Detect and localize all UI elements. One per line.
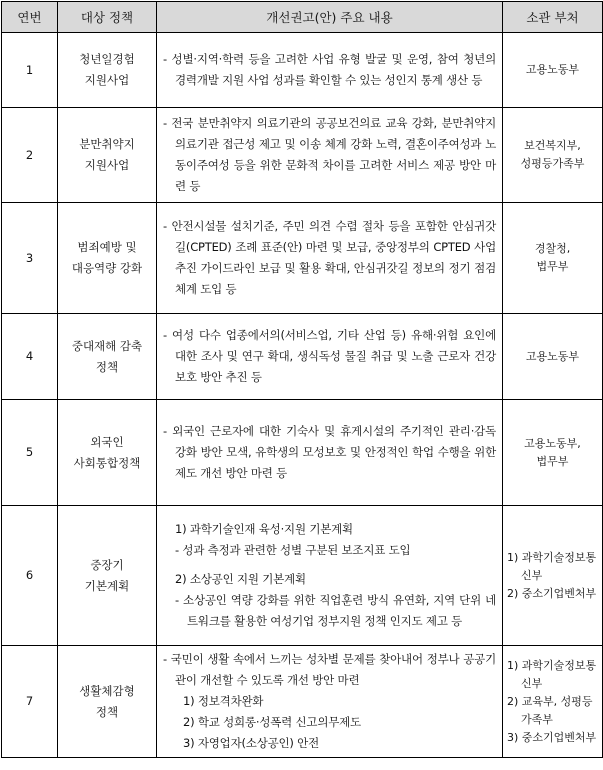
table-row xyxy=(2,108,603,203)
recommendation-content: - 안전시설물 설치기준, 주민 의견 수렴 절차 등을 포함한 안심귀갓길(CPTED) 조례 표준(안) 마련 및 보급, 중앙정부의 CPTED 사업 추진 가이드라인 보급 및 활용 확대, 안심귀갓길 정보의 정기 점검 체계 도입 등 xyxy=(157,203,503,314)
recommendation-content: - 여성 다수 업종에서의(서비스업, 기타 산업 등) 유해·위험 요인에 대한 조사 및 연구 확대, 생식독성 물질 취급 및 노출 근로자 건강 보호 방안 추진 등 xyxy=(157,314,503,400)
policy-name: 중대재해 감축 정책 xyxy=(58,314,157,400)
policy-name: 생활체감형 정책 xyxy=(58,646,157,758)
recommendation-content: - 외국인 근로자에 대한 기숙사 및 휴게시설의 주기적인 관리·감독 강화 방안 모색, 유학생의 모성보호 및 안정적인 학업 수행을 위한 제도 개선 방안 마련 등 xyxy=(157,400,503,506)
department: 경찰청, 법무부 xyxy=(503,203,603,314)
row-number: 2 xyxy=(2,108,58,203)
policy-name: 중장기 기본계획 xyxy=(58,506,157,646)
header-no: 연번 xyxy=(2,2,58,33)
table-row xyxy=(2,646,603,758)
policy-name: 외국인 사회통합정책 xyxy=(58,400,157,506)
department: 고용노동부 xyxy=(503,33,603,108)
row-number: 4 xyxy=(2,314,58,400)
department: 1) 과학기술정보통신부 2) 교육부, 성평등가족부 3) 중소기업벤처부 xyxy=(503,646,603,758)
row-number: 1 xyxy=(2,33,58,108)
header-row xyxy=(2,2,603,33)
row-number: 3 xyxy=(2,203,58,314)
header-dept: 소관 부처 xyxy=(503,2,603,33)
department: 1) 과학기술정보통신부 2) 중소기업벤처부 xyxy=(503,506,603,646)
table-row xyxy=(2,33,603,108)
recommendation-content: - 국민이 생활 속에서 느끼는 성차별 문제를 찾아내어 정부나 공공기관이 개선할 수 있도록 개선 방안 마련 1) 정보격차완화 2) 학교 성희롱·성폭력 신고의무제도 3) 자영업자(소상공인) 안전 xyxy=(157,646,503,758)
header-policy: 대상 정책 xyxy=(58,2,157,33)
table-row xyxy=(2,203,603,314)
department: 고용노동부, 법무부 xyxy=(503,400,603,506)
recommendation-content: - 전국 분만취약지 의료기관의 공공보건의료 교육 강화, 분만취약지 의료기관 접근성 제고 및 이송 체계 강화 노력, 결혼이주여성과 노동이주여성 등을 위한 문화적 차이를 고려한 서비스 제공 방안 마련 등 xyxy=(157,108,503,203)
enum-item: 3) 자영업자(소상공인) 안전 xyxy=(183,736,319,750)
plan-item: - 소상공인 역량 강화를 위한 직업훈련 방식 유연화, 지역 단위 네트워크를 활용한 여성기업 정부지원 정책 인지도 제고 등 xyxy=(175,593,496,628)
row-number: 7 xyxy=(2,646,58,758)
enum-item: 2) 학교 성희롱·성폭력 신고의무제도 xyxy=(183,715,361,729)
policy-name: 청년일경험 지원사업 xyxy=(58,33,157,108)
recommendation-content xyxy=(157,506,503,646)
row-number: 6 xyxy=(2,506,58,646)
policy-name: 분만취약지 지원사업 xyxy=(58,108,157,203)
enum-item: 1) 정보격차완화 xyxy=(183,694,264,708)
plan-item: - 성과 측정과 관련한 성별 구분된 보조지표 도입 xyxy=(175,543,411,557)
department: 보건복지부, 성평등가족부 xyxy=(503,108,603,203)
plan-heading: 2) 소상공인 지원 기본계획 xyxy=(175,572,306,586)
header-content: 개선권고(안) 주요 내용 xyxy=(157,2,503,33)
row-number: 5 xyxy=(2,400,58,506)
policy-table xyxy=(1,1,603,758)
recommendation-content: - 성별·지역·학력 등을 고려한 사업 유형 발굴 및 운영, 참여 청년의 경력개발 지원 사업 성과를 확인할 수 있는 성인지 통계 생산 등 xyxy=(157,33,503,108)
policy-name: 범죄예방 및 대응역량 강화 xyxy=(58,203,157,314)
department: 고용노동부 xyxy=(503,314,603,400)
table-row xyxy=(2,506,603,646)
table-row xyxy=(2,400,603,506)
plan-heading: 1) 과학기술인재 육성·지원 기본계획 xyxy=(175,522,353,536)
table-row xyxy=(2,314,603,400)
